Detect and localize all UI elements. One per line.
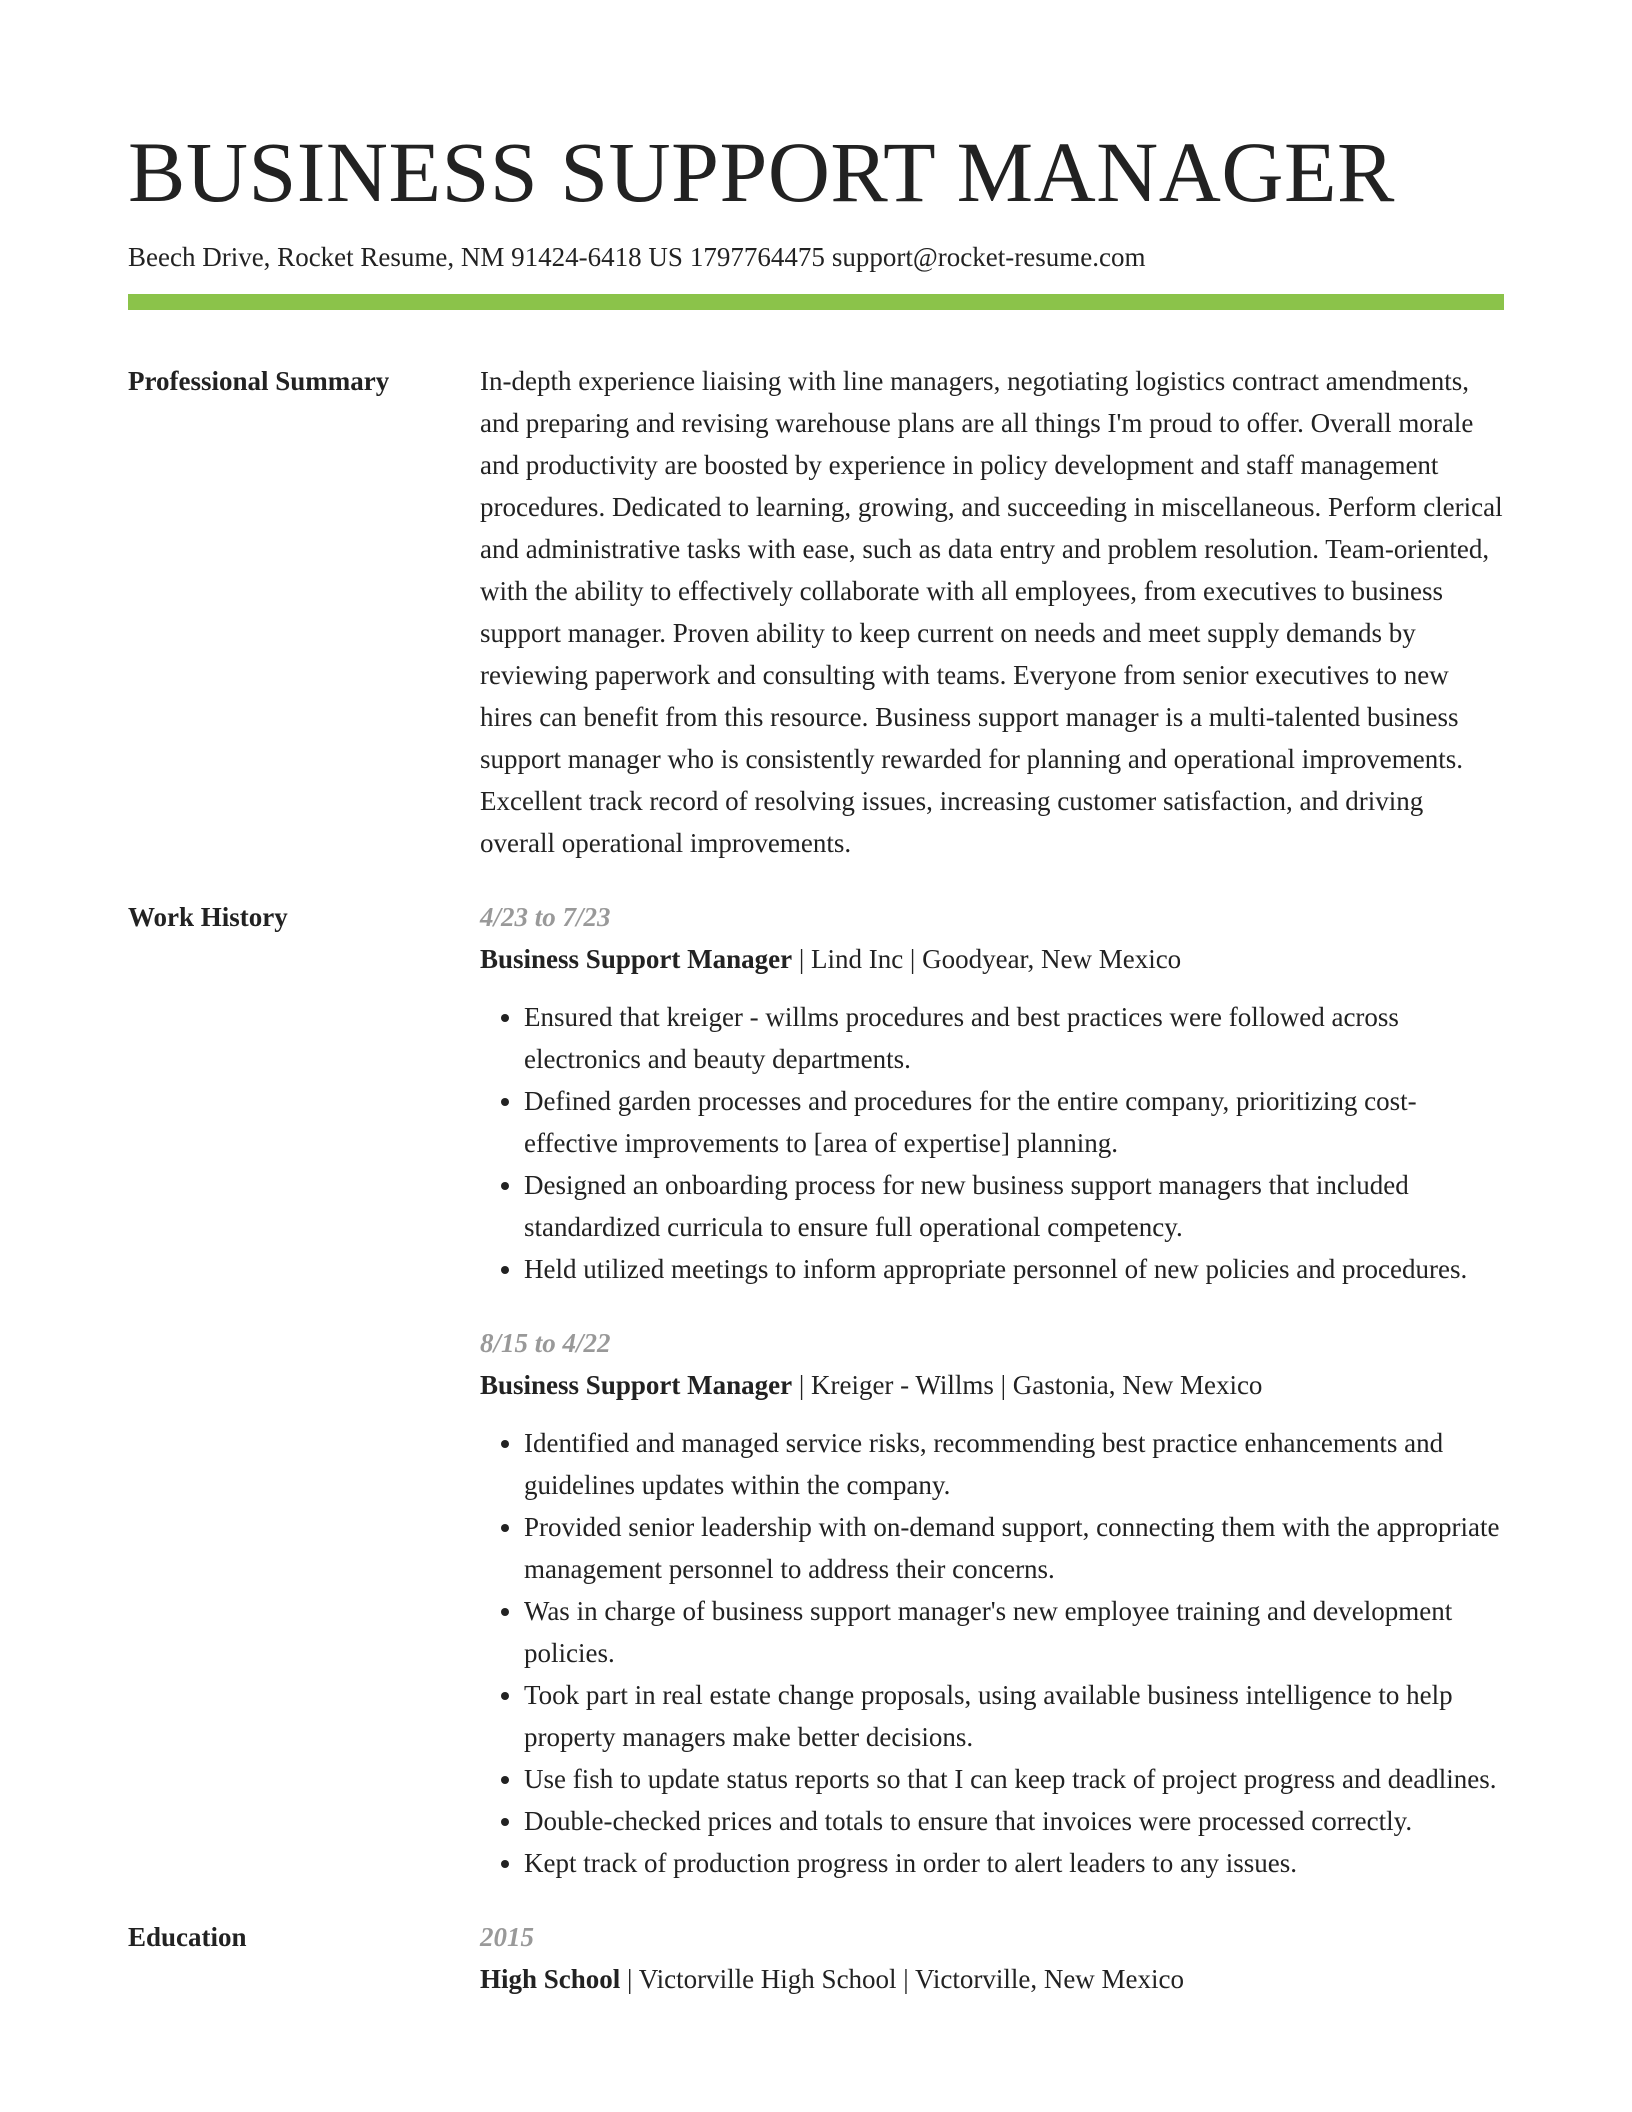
resume-page — [128, 120, 1504, 2000]
work-history-heading: Work History — [128, 902, 288, 932]
job-bullet: • Took part in real estate change proposals, using available business intelligence to help property managers make better decisions. — [524, 1674, 1504, 1758]
education-heading: Education — [128, 1922, 247, 1952]
accent-divider — [128, 294, 1504, 310]
job-bullet: • Was in charge of business support manager's new employee training and development policies. — [524, 1590, 1504, 1674]
summary-text: In-depth experience liaising with line managers, negotiating logistics contract amendments, and preparing and revising warehouse plans are all things I'm proud to offer. Overall morale and productivity are boosted by experience in policy development and staff management procedures. Dedicated to learning, growing, and succeeding in miscellaneous. Perform clerical and administrative tasks with ease, such as data entry and problem resolution. Team-oriented, with the ability to effectively collaborate with all employees, from executives to business support manager. Proven ability to keep current on needs and meet supply demands by reviewing paperwork and consulting with teams. Everyone from senior executives to new hires can benefit from this resource. Business support manager is a multi-talented business support manager who is consistently rewarded for planning and operational improvements. Excellent track record of resolving issues, increasing customer satisfaction, and driving overall operational improvements. — [480, 366, 1503, 858]
job-position: Business Support Manager — [480, 1370, 793, 1400]
contact-email: support@rocket-resume.com — [831, 242, 1146, 272]
job-bullet: • Designed an onboarding process for new business support managers that included standardized curricula to ensure full operational competency. — [524, 1164, 1504, 1248]
job-bullet: • Held utilized meetings to inform appropriate personnel of new policies and procedures. — [524, 1248, 1504, 1290]
work-history-section — [128, 896, 1504, 1884]
job-bullets — [480, 996, 1504, 1290]
job-bullet: • Defined garden processes and procedures for the entire company, prioritizing cost-effective improvements to [area of expertise] planning. — [524, 1080, 1504, 1164]
summary-heading: Professional Summary — [128, 366, 390, 396]
job-bullets — [480, 1422, 1504, 1884]
summary-body — [480, 360, 1504, 864]
job-dates: 8/15 to 4/22 — [480, 1328, 611, 1358]
job-position: Business Support Manager — [480, 944, 793, 974]
job-bullet: • Kept track of production progress in order to alert leaders to any issues. — [524, 1842, 1504, 1884]
contact-address: Beech Drive, Rocket Resume, NM 91424-6418 US — [128, 242, 683, 272]
job-bullet: • Identified and managed service risks, recommending best practice enhancements and guidelines updates within the company. — [524, 1422, 1504, 1506]
education-degree: High School — [480, 1964, 621, 1994]
job-entry — [480, 1322, 1504, 1884]
job-bullet: • Double-checked prices and totals to ensure that invoices were processed correctly. — [524, 1800, 1504, 1842]
job-title-line — [480, 938, 1504, 980]
work-history-body — [480, 896, 1504, 1884]
contact-phone: 1797764475 — [689, 242, 825, 272]
job-bullet: • Ensured that kreiger - willms procedures and best practices were followed across electronics and beauty departments. — [524, 996, 1504, 1080]
summary-section — [128, 360, 1504, 864]
education-details: | Victorville High School | Victorville, New Mexico — [620, 1964, 1185, 1994]
job-entry — [480, 896, 1504, 1290]
job-bullet: • Provided senior leadership with on-demand support, connecting them with the appropriate management personnel to address their concerns. — [524, 1506, 1504, 1590]
job-title-line — [480, 1364, 1504, 1406]
education-line — [480, 1958, 1504, 2000]
job-details: | Lind Inc | Goodyear, New Mexico — [792, 944, 1182, 974]
education-section — [128, 1916, 1504, 2000]
resume-title: BUSINESS SUPPORT MANAGER — [128, 124, 1395, 220]
job-dates: 4/23 to 7/23 — [480, 902, 611, 932]
education-year: 2015 — [480, 1922, 534, 1952]
job-details: | Kreiger - Willms | Gastonia, New Mexico — [792, 1370, 1263, 1400]
contact-line — [128, 240, 1504, 274]
education-body — [480, 1916, 1504, 2000]
job-bullet: • Use fish to update status reports so that I can keep track of project progress and deadlines. — [524, 1758, 1504, 1800]
